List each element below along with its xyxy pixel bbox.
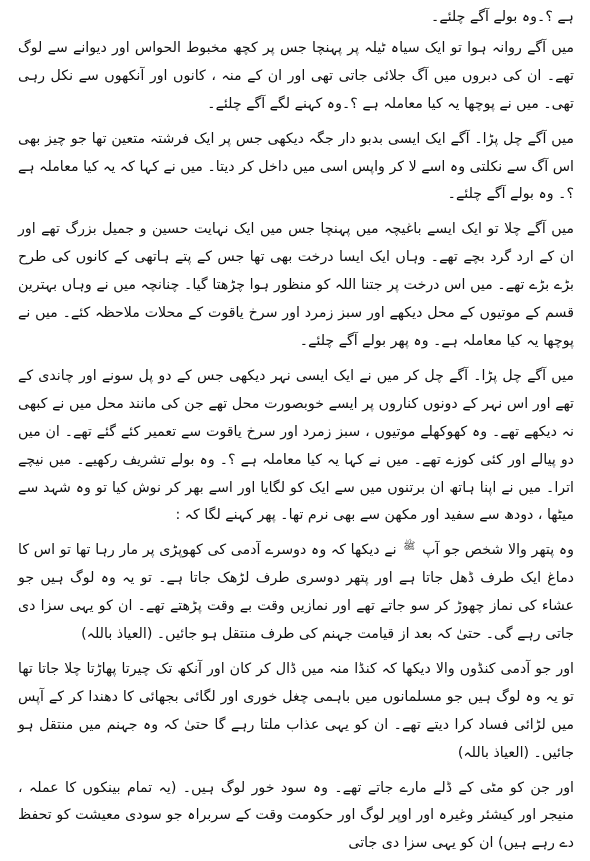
paragraph-4: میں آگے چلا تو ایک ایسے باغیچہ میں پہنچا جس میں ایک نہایت حسین و جمیل بزرگ تھے اور ان کے ارد گرد بچے تھے۔ وہاں ایک ایسا درخت بھی تھا جس کے پتے ہاتھی کے کانوں کی طرح بڑے بڑے تھے۔ میں اس درخت پر جتنا اللہ کو منظور ہوا چڑھتا گیا۔ چنانچہ میں نے وہاں بہترین قسم کے موتیوں کے محل دیکھے اور سبز زمرد اور سرخ یاقوت کے محلات ملاحظہ کئے۔ میں نے پوچھا یہ کیا معاملہ ہے۔ وہ پھر بولے آگے چلئے۔ (18, 221, 574, 349)
salutation-ligature: ﷺ (403, 540, 416, 552)
paragraph-7: اور جو آدمی کنڈوں والا دیکھا کہ کنڈا منہ میں ڈال کر کان اور آنکھ تک چیرتا پھاڑتا چلا جاتا تھا تو یہ وہ لوگ ہیں جو مسلمانوں میں باہمی چغل خوری اور لگائی بجھائی کا دھندا کر کے آپس میں لڑائی فساد کرا دیتے تھے۔ ان کو یہی عذاب ملتا رہے گا حتیٰ کہ وہ جہنم میں منتقل ہو جائیں۔ (العیاذ باللہ) (18, 660, 574, 761)
paragraph-6 (18, 537, 574, 649)
paragraph-8: اور جن کو مٹی کے ڈلے مارے جاتے تھے۔ وہ سود خور لوگ ہیں۔ (یہ تمام بینکوں کا عملہ ، منیجر اور کیشئر وغیرہ اور اوپر لوگ اور حکومت وقت کے سربراہ جو سودی معیشت کو تحفظ دے رہے ہیں) ان کو یہی سزا دی جاتی (18, 779, 574, 852)
paragraph-6-rest: نے دیکھا کہ وہ دوسرے آدمی کی کھوپڑی پر مار رہا تھا تو اس کا دماغ ایک طرف ڈھل جاتا ہے اور پتھر دوسری طرف لڑھک جاتا ہے۔ تو یہ وہ لوگ ہیں جو عشاء کی نماز چھوڑ کر سو جاتے تھے اور نمازیں وقت بے وقت پڑھتے تھے۔ ان کو یہی سزا دی جاتی رہے گی۔ حتیٰ کہ بعد از قیامت جہنم کی طرف منتقل ہو جائیں۔ (العیاذ باللہ) (18, 542, 574, 643)
paragraph-2: میں آگے روانہ ہوا تو ایک سیاہ ٹیلہ پر پہنچا جس پر کچھ مخبوط الحواس اور دیوانے سے لوگ تھے۔ ان کی دبروں میں آگ جلائی جاتی تھی اور ان کے منہ ، کانوں اور آنکھوں سے نکل رہی تھی۔ میں نے پوچھا یہ کیا معاملہ ہے ؟۔وہ کہنے لگے آگے چلئے۔ (18, 39, 574, 112)
paragraph-5: میں آگے چل پڑا۔ آگے چل کر میں نے ایک ایسی نہر دیکھی جس کے دو پل سونے اور چاندی کے تھے اور اس نہر کے دونوں کناروں پر ایسے خوبصورت محل تھے جن کی مانند محل میں نے کبھی نہ دیکھے تھے۔ وہ کھوکھلے موتیوں ، سبز زمرد اور سرخ یاقوت سے تعمیر کئے گئے تھے۔ ان میں دو پیالے اور کئی کوزے تھے۔ میں نے کہا یہ کیا معاملہ ہے ؟۔ وہ بولے تشریف رکھیے۔ میں نیچے اترا۔ میں نے اپنا ہاتھ ان برتنوں میں سے ایک کو لگایا اور اسے بھر کر نوش کیا تو وہ شہد سے میٹھا ، دودھ سے سفید اور مکھن سے بھی نرم تھا۔ پھر کہنے لگا کہ : (18, 367, 574, 524)
paragraph-6-start: وہ پتھر والا شخص جو آپ (422, 542, 575, 559)
paragraph-1: ہے ؟۔وہ بولے آگے چلئے۔ (431, 9, 574, 25)
paragraph-3: میں آگے چل پڑا۔ آگے ایک ایسی بدبو دار جگہ دیکھی جس پر ایک فرشتہ متعین تھا جو چیز بھی اس آگ سے نکلتی وہ اسے لا کر واپس اسی میں داخل کر دیتا۔ میں نے کہا کہ یہ کیا معاملہ ہے ؟۔ وہ بولے آگے چلئے۔ (18, 130, 574, 203)
